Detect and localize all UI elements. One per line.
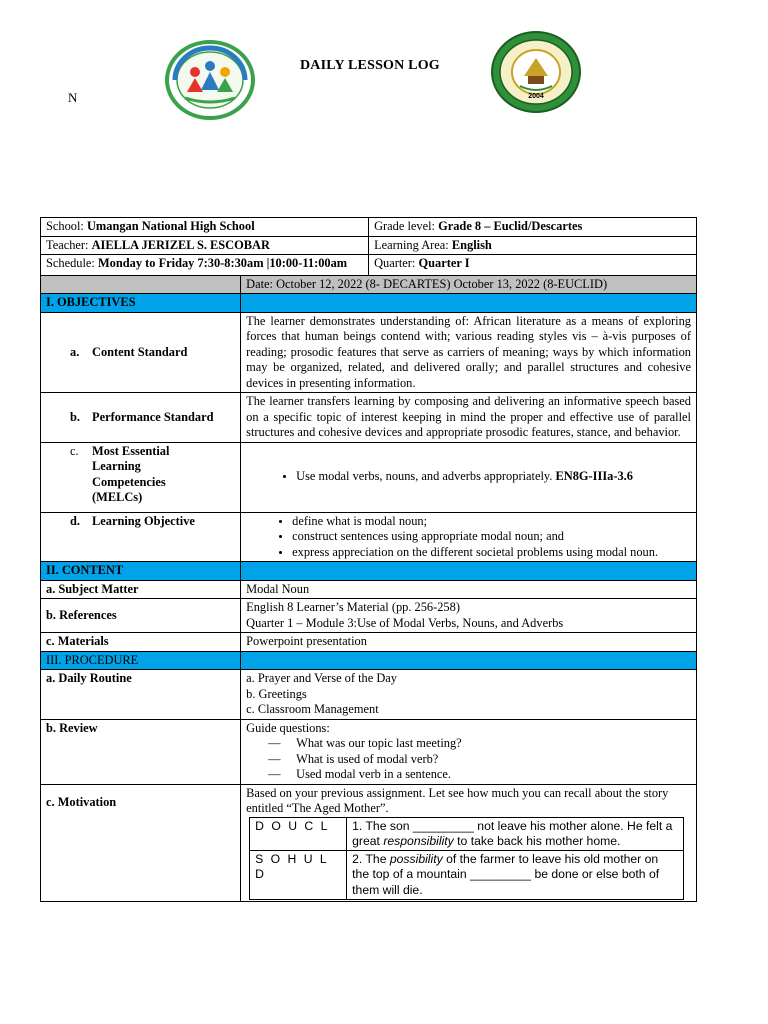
objectives-header-row [41,294,697,313]
list-item: • express appreciation on the different societal problems using modal noun. [292,545,691,561]
learning-objective-row [41,512,697,562]
review-questions [246,736,691,783]
materials-value: Powerpoint presentation [241,633,697,652]
subject-matter-row [41,580,697,599]
schedule-cell [41,255,369,276]
performance-standard-label: Performance Standard [92,409,214,424]
content-standard-text: The learner demonstrates understanding of: African literature as a means of exploring forces that human beings contend with; various reading styles vis – à-vis purposes of reading; prosodic features that serve as carriers of meaning; ways by which information may be organized, related, and delivered orally; and parallel structures and cohesive devices in presenting information. [241,312,697,393]
teacher-row [41,236,697,255]
routine-item: c. Classroom Management [246,702,379,716]
subject-matter-label: a. Subject Matter [41,580,241,599]
list-item: — What was our topic last meeting? [268,736,691,752]
reference-line: English 8 Learner’s Material (pp. 256-258) [246,600,460,614]
subject-matter-value: Modal Noun [241,580,697,599]
performance-standard-text: The learner transfers learning by composing and delivering an informative speech based on a specific topic of interest keeping in mind the proper and effective use of parallel structures and cohesive devices and appropriate prosodic features, stance, and behavior. [241,393,697,443]
learning-objective-label: Learning Objective [92,513,195,528]
learning-objective-list [246,514,691,561]
motivation-table [249,817,684,900]
daily-routine-row [41,670,697,720]
school-cell [41,218,369,237]
date-row [41,275,697,294]
reference-line: Quarter 1 – Module 3:Use of Modal Verbs, Nouns, and Adverbs [246,615,564,630]
school-label: School: [46,219,84,233]
daily-routine-label: a. Daily Routine [41,670,241,720]
table-row [250,851,684,900]
references-label: b. References [41,599,241,633]
performance-standard-row [41,393,697,443]
objectives-title: I. OBJECTIVES [41,294,241,313]
teacher-value: AIELLA JERIZEL S. ESCOBAR [91,237,270,252]
jumbled-word: S O H U L D [250,851,347,900]
motivation-sentence: 1. The son _________ not leave his mother alone. He felt a great responsibility to take back his mother home. [347,817,684,851]
umangan-national-high-school-seal [490,30,582,119]
quarter-cell [369,255,697,276]
table-row [250,817,684,851]
grade-value: Grade 8 – Euclid/Descartes [438,219,583,233]
melcs-text: Use modal verbs, nouns, and adverbs appropriately. [296,469,553,484]
list-item: — What is used of modal verb? [268,752,691,768]
routine-item: a. Prayer and Verse of the Day [246,671,397,685]
procedure-header-row [41,651,697,670]
review-label: b. Review [41,719,241,784]
area-label: Learning Area: [374,237,449,252]
procedure-title: III. PROCEDURE [41,651,241,670]
motivation-intro: Based on your previous assignment. Let see how much you can recall about the story entitled “The Aged Mother”. [246,785,669,815]
school-value: Umangan National High School [86,219,255,233]
teacher-cell [41,236,369,255]
schedule-value: Monday to Friday 7:30-8:30am |10:00-11:00am [97,256,348,270]
grade-label: Grade level: [374,219,435,233]
content-header-row [41,562,697,581]
content-standard-row [41,312,697,393]
references-row [41,599,697,633]
content-title: II. CONTENT [41,562,241,581]
jumbled-word: D O U C L [250,817,347,851]
school-row [41,218,697,237]
learning-objective-letter: d. [70,513,80,528]
melcs-label: Most Essential Learning Competencies (MELCs) [92,443,170,504]
motivation-sentence: 2. The possibility of the farmer to leave his old mother on the top of a mountain _________ be done or else both of them will die. [347,851,684,900]
quarter-label: Quarter: [374,256,416,270]
performance-standard-letter: b. [70,409,80,424]
content-standard-label: Content Standard [92,344,188,359]
melcs-letter: c. [70,443,79,458]
list-item: • construct sentences using appropriate modal noun; and [292,529,691,545]
schedule-label: Schedule: [46,256,95,270]
child-friendly-schools-logo [165,40,255,125]
materials-row [41,633,697,652]
motivation-label: c. Motivation [41,784,241,901]
seal-year: 2004 [528,93,544,100]
materials-label: c. Materials [41,633,241,652]
stray-letter: N [68,90,78,105]
schedule-row [41,255,697,276]
date-cell: Date: October 12, 2022 (8- DECARTES) October 13, 2022 (8-EUCLID) [241,275,697,294]
melcs-row [41,442,697,512]
daily-lesson-log-table [40,217,697,902]
area-cell [369,236,697,255]
area-value: English [451,237,492,252]
content-standard-letter: a. [70,344,80,359]
list-item: • define what is modal noun; [292,514,691,530]
grade-cell [369,218,697,237]
teacher-label: Teacher: [46,237,89,252]
motivation-row [41,784,697,901]
document-title: DAILY LESSON LOG [300,58,440,73]
melcs-item [296,469,691,485]
review-intro: Guide questions: [246,720,330,735]
quarter-value: Quarter I [418,256,470,270]
review-row [41,719,697,784]
routine-item: b. Greetings [246,686,307,701]
list-item: — Used modal verb in a sentence. [268,767,691,783]
melcs-code: EN8G-IIIa-3.6 [555,469,633,484]
